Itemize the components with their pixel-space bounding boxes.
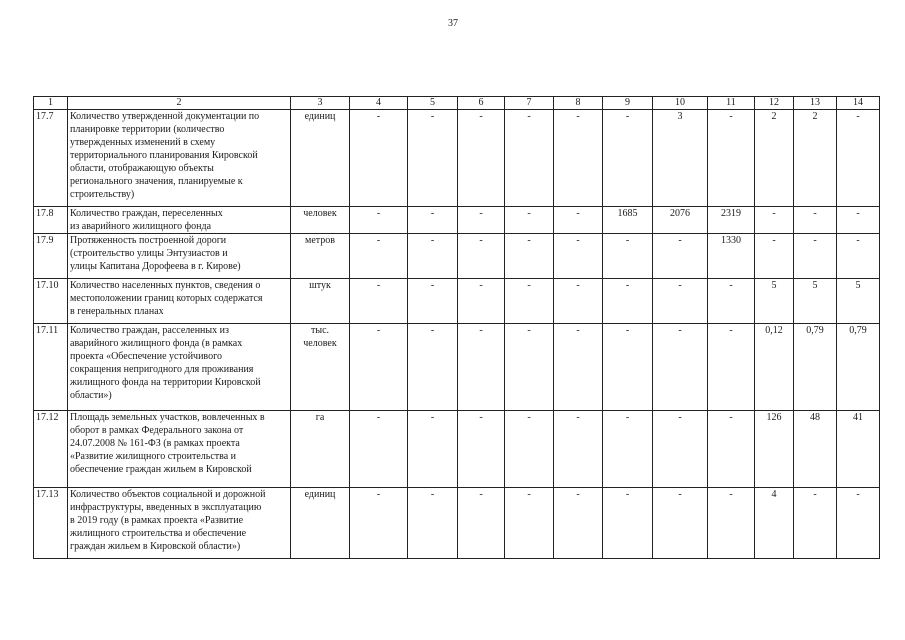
value-cell-col-13: 0,79 [794,324,837,411]
value-cell-col-7: - [505,324,554,411]
row-number: 17.8 [34,207,68,234]
column-header-14: 14 [837,97,880,110]
value-cell-col-13: - [794,234,837,279]
value-cell-col-4: - [350,488,408,559]
value-cell-col-13: - [794,488,837,559]
value-cell-col-13: - [794,207,837,234]
value-cell-col-14: - [837,207,880,234]
value-cell-col-4: - [350,234,408,279]
value-cell-col-12: 0,12 [755,324,794,411]
column-header-11: 11 [708,97,755,110]
column-header-9: 9 [603,97,653,110]
value-cell-col-11: 2319 [708,207,755,234]
value-cell-col-12: 4 [755,488,794,559]
value-cell-col-6: - [458,110,505,207]
unit-of-measure: единиц [291,488,350,559]
value-cell-col-6: - [458,411,505,488]
value-cell-col-7: - [505,411,554,488]
table-row [34,488,880,559]
value-cell-col-13: 5 [794,279,837,324]
page-number: 37 [448,18,458,29]
value-cell-col-6: - [458,324,505,411]
column-header-2: 2 [68,97,291,110]
row-number: 17.7 [34,110,68,207]
value-cell-col-6: - [458,488,505,559]
value-cell-col-11: - [708,324,755,411]
value-cell-col-10: - [653,234,708,279]
row-number: 17.10 [34,279,68,324]
value-cell-col-5: - [408,488,458,559]
value-cell-col-8: - [554,279,603,324]
value-cell-col-4: - [350,207,408,234]
column-header-1: 1 [34,97,68,110]
value-cell-col-5: - [408,234,458,279]
value-cell-col-14: - [837,488,880,559]
value-cell-col-7: - [505,234,554,279]
value-cell-col-9: - [603,411,653,488]
value-cell-col-14: 5 [837,279,880,324]
column-header-6: 6 [458,97,505,110]
value-cell-col-12: 126 [755,411,794,488]
value-cell-col-11: - [708,488,755,559]
value-cell-col-9: - [603,488,653,559]
row-number: 17.13 [34,488,68,559]
value-cell-col-12: 2 [755,110,794,207]
indicator-description: Количество объектов социальной и дорожной инфраструктуры, введенных в эксплуатацию в 2019 году (в рамках проекта «Развитие жилищного строительства и обеспечение граждан жильем в Кировской области») [68,488,291,559]
value-cell-col-8: - [554,324,603,411]
value-cell-col-9: 1685 [603,207,653,234]
value-cell-col-10: - [653,488,708,559]
value-cell-col-4: - [350,324,408,411]
column-header-3: 3 [291,97,350,110]
value-cell-col-4: - [350,279,408,324]
indicator-description: Количество граждан, расселенных из аварийного жилищного фонда (в рамках проекта «Обеспечение устойчивого сокращения непригодного для проживания жилищного фонда на территории Кировской области») [68,324,291,411]
value-cell-col-5: - [408,279,458,324]
value-cell-col-7: - [505,110,554,207]
value-cell-col-8: - [554,110,603,207]
indicators-table [33,96,880,559]
table-row [34,411,880,488]
value-cell-col-14: 0,79 [837,324,880,411]
column-header-4: 4 [350,97,408,110]
value-cell-col-6: - [458,234,505,279]
value-cell-col-6: - [458,279,505,324]
value-cell-col-11: - [708,279,755,324]
table-row [34,234,880,279]
row-number: 17.12 [34,411,68,488]
value-cell-col-14: - [837,110,880,207]
value-cell-col-10: - [653,279,708,324]
unit-of-measure: человек [291,207,350,234]
column-header-7: 7 [505,97,554,110]
value-cell-col-4: - [350,411,408,488]
value-cell-col-10: - [653,411,708,488]
value-cell-col-12: 5 [755,279,794,324]
column-header-12: 12 [755,97,794,110]
value-cell-col-7: - [505,488,554,559]
header-row [34,97,880,110]
value-cell-col-13: 2 [794,110,837,207]
row-number: 17.11 [34,324,68,411]
table-row [34,110,880,207]
indicator-description: Протяженность построенной дороги (строительство улицы Энтузиастов и улицы Капитана Дорофеева в г. Кирове) [68,234,291,279]
unit-of-measure: штук [291,279,350,324]
column-header-5: 5 [408,97,458,110]
value-cell-col-9: - [603,110,653,207]
value-cell-col-11: - [708,110,755,207]
value-cell-col-5: - [408,207,458,234]
unit-of-measure: тыс. человек [291,324,350,411]
value-cell-col-12: - [755,234,794,279]
column-header-10: 10 [653,97,708,110]
value-cell-col-8: - [554,207,603,234]
unit-of-measure: га [291,411,350,488]
value-cell-col-8: - [554,234,603,279]
indicator-description: Количество населенных пунктов, сведения о местоположении границ которых содержатся в генеральных планах [68,279,291,324]
unit-of-measure: единиц [291,110,350,207]
value-cell-col-13: 48 [794,411,837,488]
value-cell-col-11: 1330 [708,234,755,279]
value-cell-col-4: - [350,110,408,207]
value-cell-col-11: - [708,411,755,488]
value-cell-col-14: - [837,234,880,279]
value-cell-col-10: 2076 [653,207,708,234]
value-cell-col-9: - [603,279,653,324]
unit-of-measure: метров [291,234,350,279]
value-cell-col-9: - [603,324,653,411]
value-cell-col-6: - [458,207,505,234]
value-cell-col-8: - [554,411,603,488]
value-cell-col-14: 41 [837,411,880,488]
row-number: 17.9 [34,234,68,279]
value-cell-col-9: - [603,234,653,279]
value-cell-col-7: - [505,279,554,324]
indicator-description: Количество утвержденной документации по планировке территории (количество утвержденных изменений в схему территориального планирования Кировской области, отображающую объекты регионального значения, планируемые к строительству) [68,110,291,207]
table-row [34,207,880,234]
value-cell-col-10: - [653,324,708,411]
value-cell-col-5: - [408,324,458,411]
table-row [34,279,880,324]
column-header-13: 13 [794,97,837,110]
table-body [34,110,880,559]
value-cell-col-5: - [408,110,458,207]
value-cell-col-7: - [505,207,554,234]
value-cell-col-8: - [554,488,603,559]
value-cell-col-12: - [755,207,794,234]
table-row [34,324,880,411]
value-cell-col-10: 3 [653,110,708,207]
indicator-description: Площадь земельных участков, вовлеченных в оборот в рамках Федерального закона от 24.07.2008 № 161-ФЗ (в рамках проекта «Развитие жилищного строительства и обеспечение граждан жильем в Кировской [68,411,291,488]
column-header-8: 8 [554,97,603,110]
indicator-description: Количество граждан, переселенных из аварийного жилищного фонда [68,207,291,234]
value-cell-col-5: - [408,411,458,488]
